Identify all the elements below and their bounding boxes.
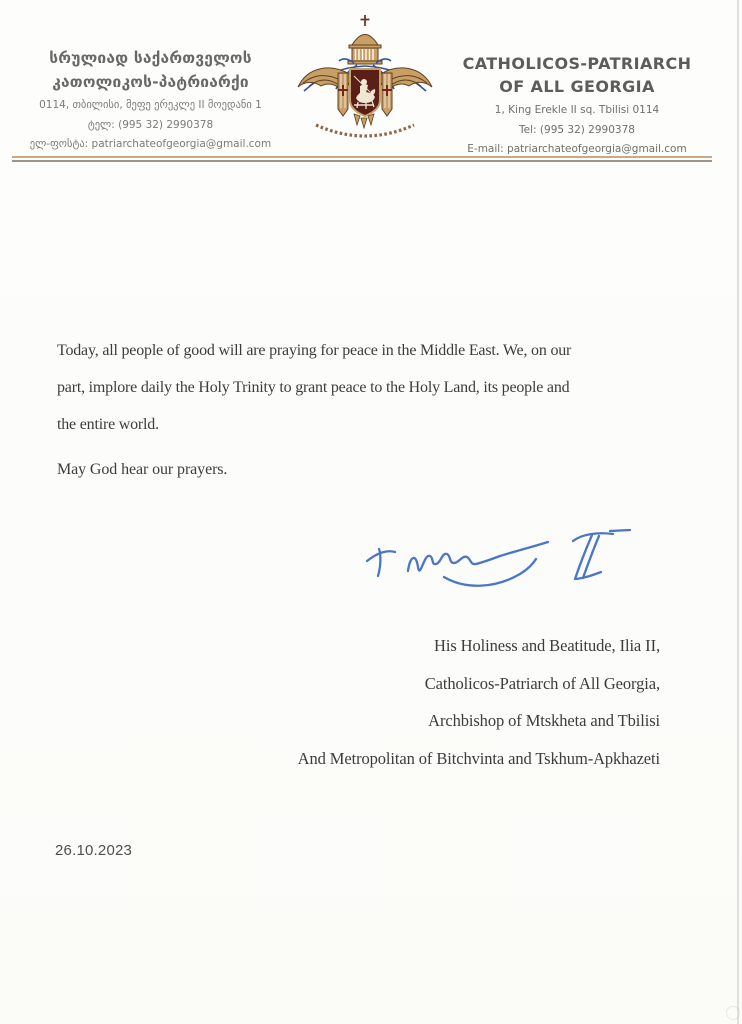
signatory-block xyxy=(100,627,660,777)
org-name-georgian-line2: კათოლიკოს-პატრიარქი xyxy=(52,73,249,91)
date-label: 26.10.2023 xyxy=(55,842,133,859)
org-name-english-line2: OF ALL GEORGIA xyxy=(499,77,655,96)
crest-shield-st-george-icon xyxy=(350,69,380,116)
signatory-line: His Holiness and Beatitude, Ilia II, xyxy=(434,636,660,655)
phone-georgian: ტელ: (995 32) 2990378 xyxy=(87,118,214,131)
crest-top-cross-icon xyxy=(361,15,370,26)
signatory-line: And Metropolitan of Bitchvinta and Tskhum-Apkhazeti xyxy=(297,748,660,768)
body-line: part, implore daily the Holy Trinity to grant peace to the Holy Land, its people and xyxy=(57,379,570,396)
scanner-corner-smudge xyxy=(726,1006,740,1020)
letter-body xyxy=(57,332,662,443)
org-name-english-line1: CATHOLICOS-PATRIARCH xyxy=(462,54,692,73)
signatory-line: Archbishop of Mtskheta and Tbilisi xyxy=(428,711,660,730)
email-english: E-mail: patriarchateofgeorgia@gmail.com xyxy=(467,143,687,155)
signatory-line: Catholicos-Patriarch of All Georgia, xyxy=(424,673,660,693)
body-line: the entire world. xyxy=(57,416,159,433)
phone-english: Tel: (995 32) 2990378 xyxy=(519,123,635,136)
divider-bottom-line xyxy=(12,160,712,162)
letterhead-english xyxy=(432,52,722,157)
scan-edge-shadow xyxy=(737,0,739,1024)
body-line: Today, all people of good will are praying for peace in the Middle East. We, on our xyxy=(57,342,572,359)
email-georgian: ელ-ფოსტა: patriarchateofgeorgia@gmail.com xyxy=(29,138,272,150)
address-english: 1, King Erekle II sq. Tbilisi 0114 xyxy=(494,104,660,116)
crest-dome-icon xyxy=(348,35,382,65)
closing-line: May God hear our prayers. xyxy=(57,461,228,478)
letterhead-georgian xyxy=(8,46,293,153)
address-georgian: 0114, თბილისი, მეფე ერეკლე II მოედანი 1 xyxy=(39,99,262,111)
signature-ilia-ii-icon xyxy=(360,524,632,608)
patriarchate-crest-icon xyxy=(296,12,434,154)
crest-georgian-inscription-arc xyxy=(316,125,414,136)
letterhead-divider xyxy=(12,156,712,162)
org-name-georgian-line1: სრულიად საქართველოს xyxy=(49,49,252,67)
